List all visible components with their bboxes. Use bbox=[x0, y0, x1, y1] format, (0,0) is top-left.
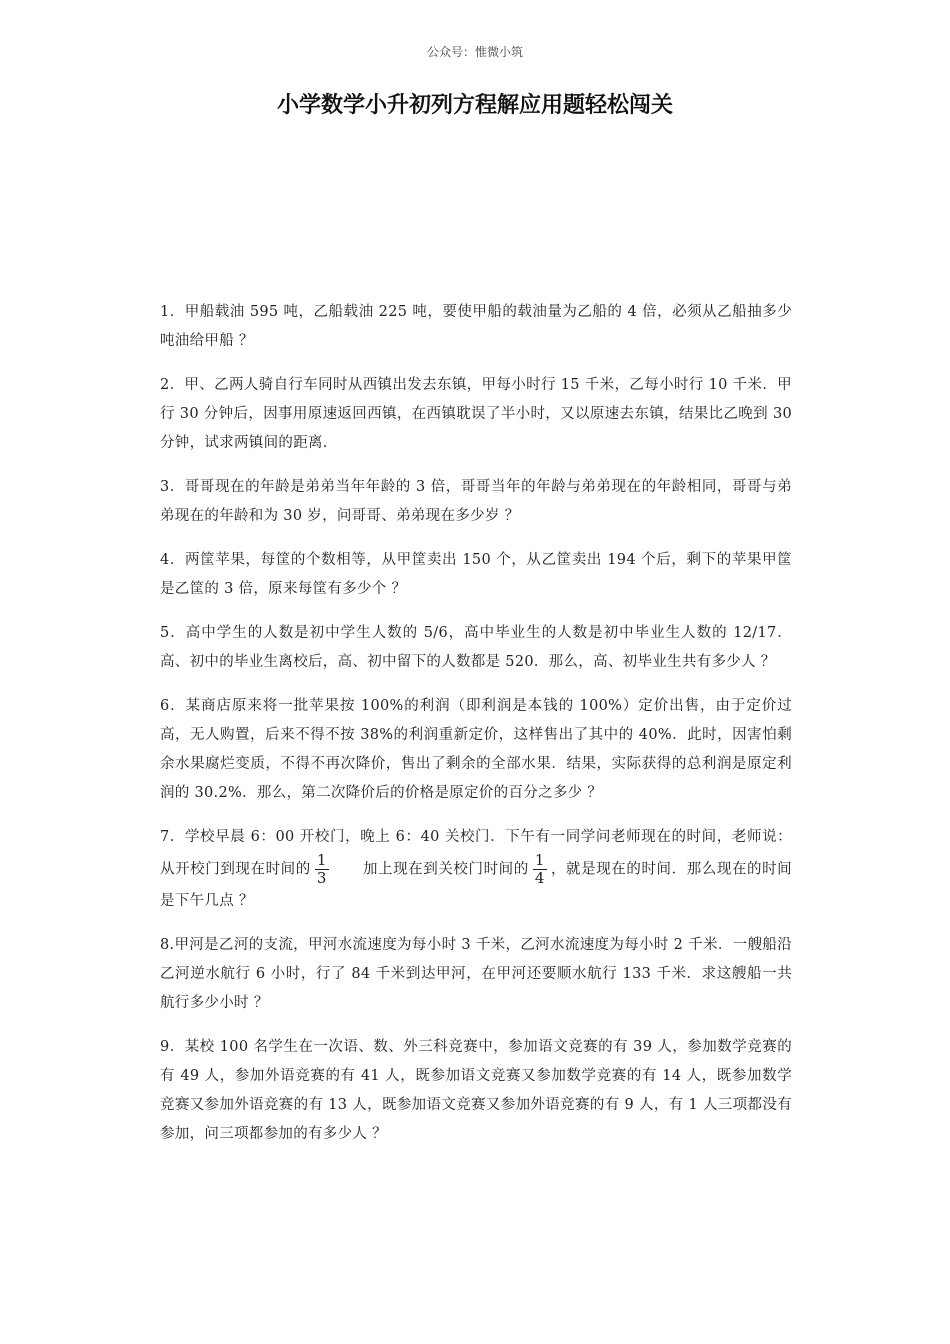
fraction-denominator: 3 bbox=[316, 869, 327, 887]
problem-list bbox=[160, 298, 792, 1164]
problem-7-text-2: 加上现在到关校门时间的 bbox=[362, 861, 529, 878]
problem-7-text-1: 7．学校早晨 6：00 开校门，晚上 6：40 关校门．下午有一同学问老师现在的时间，老师说：从开校门到现在时间的 bbox=[160, 829, 792, 878]
page-title: 小学数学小升初列方程解应用题轻松闯关 bbox=[276, 93, 673, 118]
problem-5: 5．高中学生的人数是初中学生人数的 5/6，高中毕业生的人数是初中毕业生人数的 12/17．高、初中的毕业生离校后，高、初中留下的人数都是 520．那么，高、初毕业生共有多少人 ？ bbox=[160, 625, 792, 670]
fraction-one-fourth bbox=[533, 852, 547, 887]
problem-2: 2．甲、乙两人骑自行车同时从西镇出发去东镇，甲每小时行 15 千米，乙每小时行 10 千米．甲行 30 分钟后，因事用原速返回西镇，在西镇耽误了半小时，又以原速去东镇，结果比乙晚到 30 分钟，试求两镇间的距离． bbox=[160, 377, 792, 451]
problem-6: 6．某商店原来将一批苹果按 100%的利润（即利润是本钱的 100%）定价出售，由于定价过高，无人购置，后来不得不按 38%的利润重新定价，这样售出了其中的 40%．此时，因害怕剩余水果腐烂变质，不得不再次降价，售出了剩余的全部水果．结果，实际获得的总利润是原定利润的 30.2%．那么，第二次降价后的价格是原定价的百分之多少 ？ bbox=[160, 698, 792, 801]
problem-7 bbox=[160, 823, 792, 916]
problem-9: 9．某校 100 名学生在一次语、数、外三科竞赛中，参加语文竞赛的有 39 人，参加数学竞赛的有 49 人，参加外语竞赛的有 41 人，既参加语文竞赛又参加数学竞赛的有 14 人，既参加数学竞赛又参加外语竞赛的有 13 人，既参加语文竞赛又参加外语竞赛的有 9 人，有 1 人三项都没有参加，问三项都参加的有多少人 ？ bbox=[160, 1039, 792, 1142]
fraction-denominator: 4 bbox=[534, 869, 545, 887]
fraction-one-third bbox=[315, 852, 329, 887]
problem-1: 1．甲船载油 595 吨，乙船载油 225 吨，要使甲船的载油量为乙船的 4 倍，必须从乙船抽多少吨油给甲船 ？ bbox=[160, 304, 792, 349]
fraction-numerator: 1 bbox=[316, 851, 327, 869]
page-header: 公众号：惟微小筑 bbox=[426, 45, 523, 59]
problem-3: 3．哥哥现在的年龄是弟弟当年年龄的 3 倍，哥哥当年的年龄与弟弟现在的年龄相同，哥哥与弟弟现在的年龄和为 30 岁，问哥哥、弟弟现在多少岁 ？ bbox=[160, 479, 792, 524]
problem-7-text-3: ，就是现在的时间．那么现在的时间是下午几点 ？ bbox=[160, 861, 792, 909]
problem-4: 4．两筐苹果，每筐的个数相等，从甲筐卖出 150 个，从乙筐卖出 194 个后，剩下的苹果甲筐是乙筐的 3 倍，原来每筐有多少个 ？ bbox=[160, 552, 792, 597]
problem-8: 8.甲河是乙河的支流，甲河水流速度为每小时 3 千米，乙河水流速度为每小时 2 千米．一艘船沿乙河逆水航行 6 小时，行了 84 千米到达甲河，在甲河还要顺水航行 133 千米．求这艘船一共航行多少小时 ？ bbox=[160, 937, 792, 1011]
fraction-numerator: 1 bbox=[534, 851, 545, 869]
